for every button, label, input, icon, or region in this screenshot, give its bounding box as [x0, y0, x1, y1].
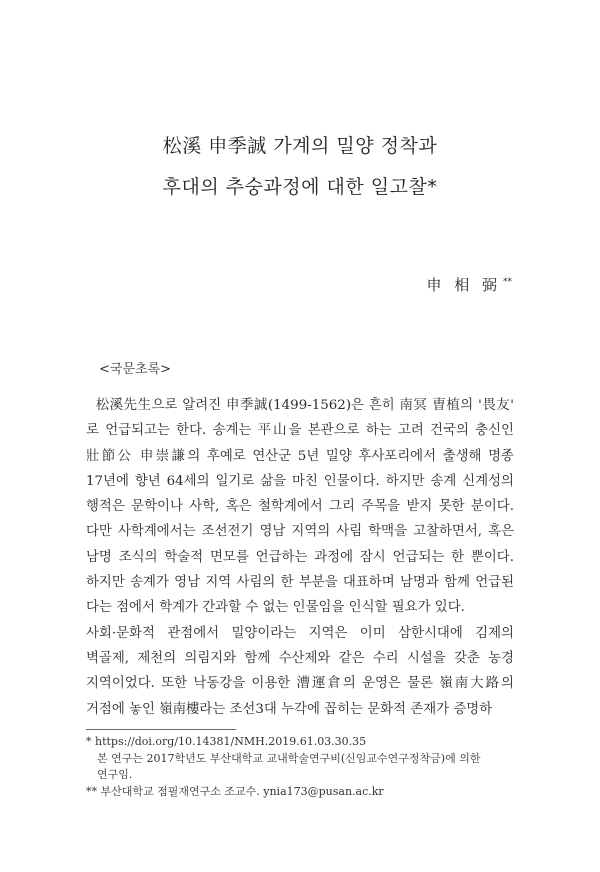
footnote-divider: [86, 729, 236, 730]
abstract-line: 다는 점에서 학계가 간과할 수 없는 인물임을 인식할 필요가 있다.: [86, 600, 465, 616]
abstract-line: 로 언급되고는 한다. 송계는 平山을 본관으로 하는 고려 건국의 충신인: [86, 423, 514, 439]
author-name-text: 申 相 弼: [426, 276, 501, 294]
abstract-line: 지역이었다. 또한 낙동강을 이용한 漕運倉의 운영은 물론 嶺南大路의: [86, 676, 514, 692]
abstract-line: 壯節公 申崇謙의 후예로 연산군 5년 밀양 후사포리에서 출생해 명종: [86, 448, 514, 464]
footnote-doi: * https://doi.org/10.14381/NMH.2019.61.03.30.35: [86, 735, 367, 748]
abstract-line: 다만 사학계에서는 조선전기 영남 지역의 사림 학맥을 고찰하면서, 혹은: [86, 524, 514, 540]
footnote-funding-line-2: 연구임.: [97, 768, 133, 782]
abstract-body: [86, 393, 514, 722]
footnotes: [86, 734, 516, 800]
footnote-funding-line-1: 본 연구는 2017학년도 부산대학교 교내학술연구비(신임교수연구정착금)에 의한: [97, 751, 481, 765]
author-name: [426, 274, 512, 295]
abstract-line: 17년에 향년 64세의 일기로 삶을 마친 인물이다. 하지만 송계 신계성의: [86, 473, 514, 489]
paper-title-line-2: 후대의 추숭과정에 대한 일고찰*: [162, 176, 438, 198]
abstract-line: 행적은 문학이나 사학, 혹은 철학계에서 그리 주목을 받지 못한 분이다.: [86, 499, 514, 515]
abstract-line: 하지만 송계가 영남 지역 사림의 한 부분을 대표하며 남명과 함께 언급된: [86, 575, 514, 591]
footnote-author-affiliation: ** 부산대학교 점필재연구소 조교수. ynia173@pusan.ac.kr: [86, 784, 384, 798]
abstract-line: 벽골제, 제천의 의림지와 함께 수산제와 같은 수리 시설을 갖춘 농경: [86, 650, 514, 666]
paper-title-line-1: 松溪 申季誠 가계의 밀양 정착과: [162, 135, 438, 157]
abstract-line: 남명 조식의 학술적 면모를 언급하는 과정에 잠시 언급되는 한 뿐이다.: [86, 549, 514, 565]
abstract-line: 松溪先生으로 알려진 申季誠(1499-1562)은 흔히 南冥 曺植의 '畏友': [86, 398, 514, 413]
abstract-line: 사회·문화적 관점에서 밀양이라는 지역은 이미 삼한시대에 김제의: [86, 625, 514, 641]
abstract-label: <국문초록>: [99, 362, 172, 377]
author-footnote-mark: **: [503, 277, 512, 287]
abstract-line: 거점에 놓인 嶺南樓라는 조선3대 누각에 꼽히는 문화적 존재가 증명하: [86, 701, 493, 717]
